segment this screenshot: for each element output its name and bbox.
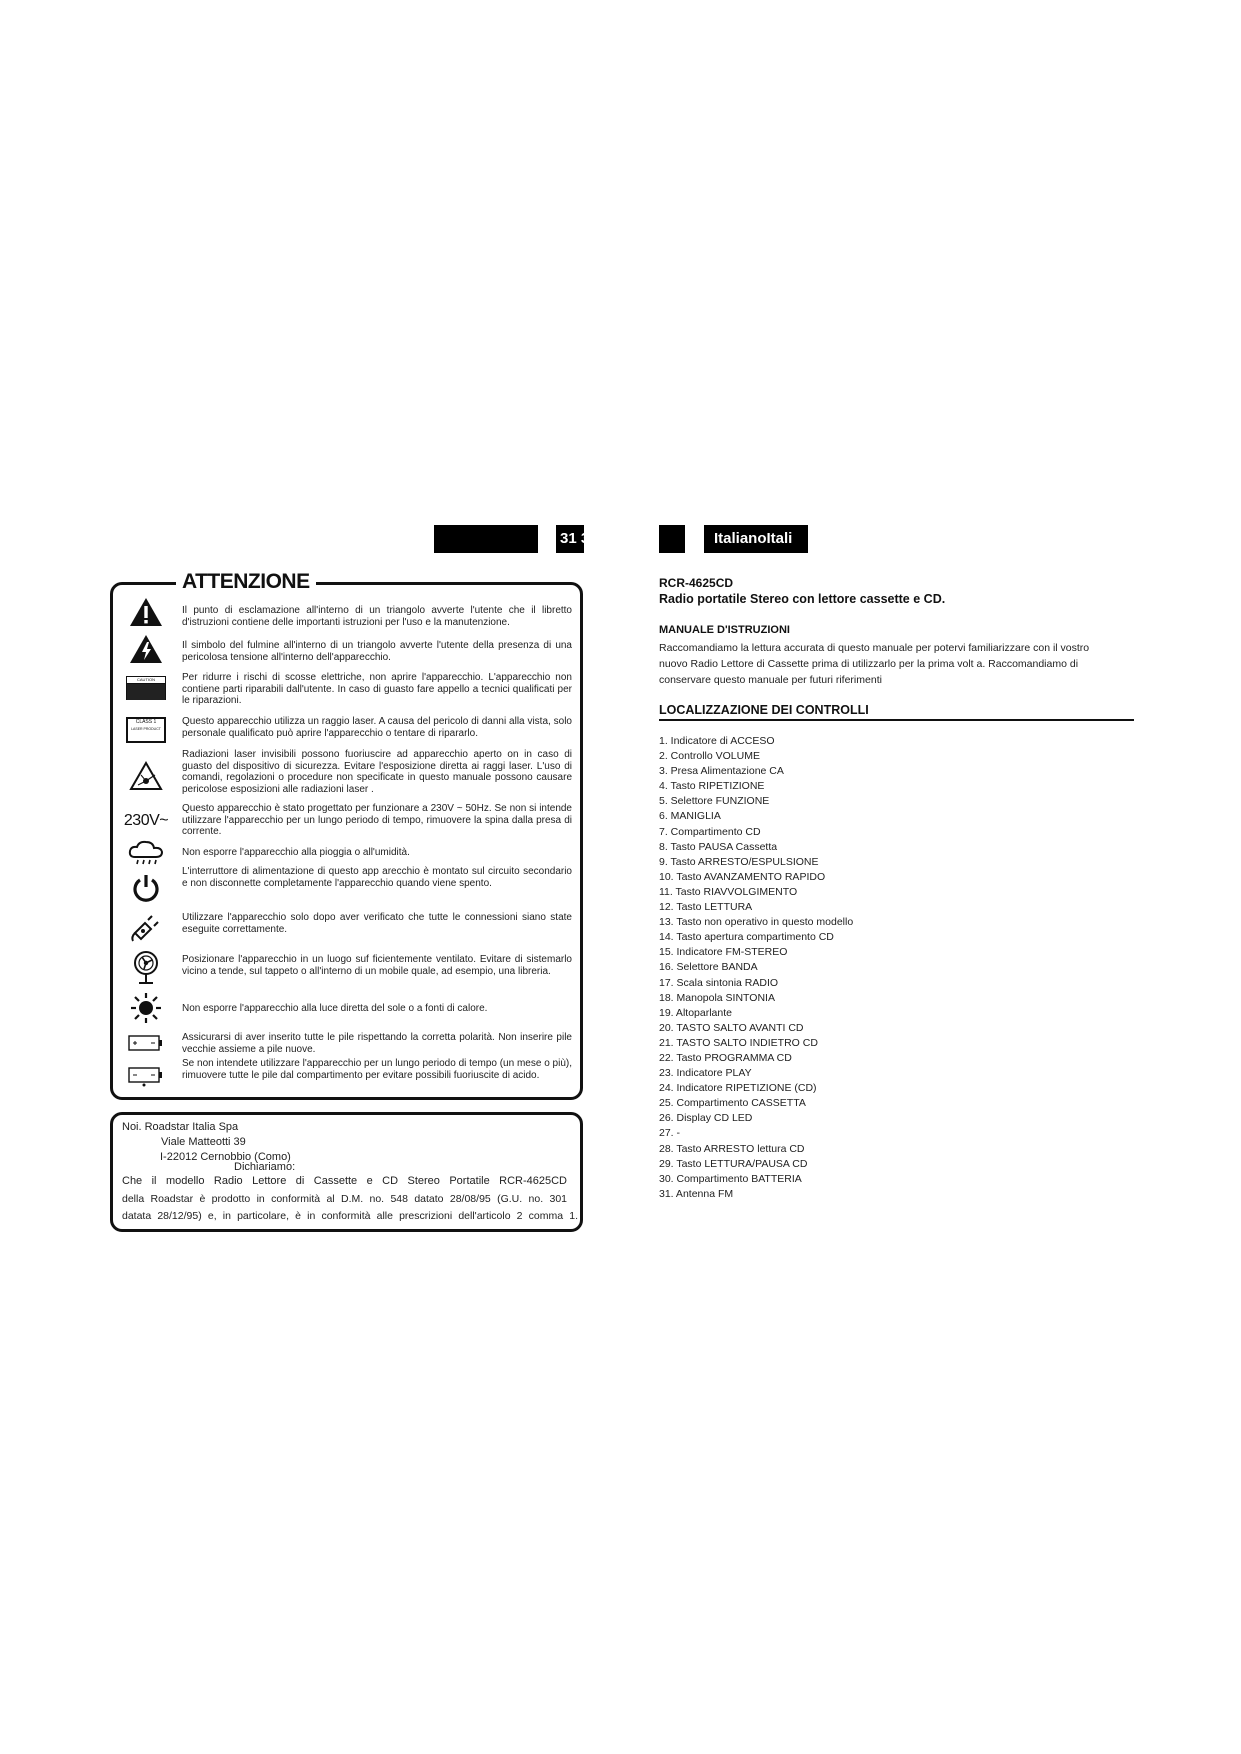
- warning-item: [122, 632, 574, 666]
- control-item: 30. Compartimento BATTERIA: [659, 1172, 802, 1185]
- control-item: 28. Tasto ARRESTO lettura CD: [659, 1142, 805, 1155]
- control-item: 21. TASTO SALTO INDIETRO CD: [659, 1036, 818, 1049]
- heading-rule: [659, 719, 1134, 721]
- ventilation-fan-icon: [122, 948, 170, 988]
- control-item: 7. Compartimento CD: [659, 825, 761, 838]
- class1-laser-label-icon: CLASS 1 LASER PRODUCT: [122, 715, 170, 745]
- warning-text: Questo apparecchio utilizza un raggio laser. A causa del pericolo di danni alla vista, solo personale qualificato può aprire l'apparecchio o tentare di ripararlo.: [182, 716, 572, 739]
- control-item: 17. Scala sintonia RADIO: [659, 976, 779, 989]
- warning-item: [122, 1058, 574, 1094]
- control-item: 3. Presa Alimentazione CA: [659, 765, 784, 778]
- control-item: 6. MANIGLIA: [659, 810, 721, 823]
- language-label: ItalianoItali: [704, 525, 808, 553]
- control-item: 29. Tasto LETTURA/PAUSA CD: [659, 1157, 808, 1170]
- warning-text: Se non intendete utilizzare l'apparecchio per un lungo periodo di tempo (un mese o più), rimuovere tutte le pile dal compartimento per evitare possibili fuoriuscite di acido.: [182, 1058, 572, 1081]
- control-item: 4. Tasto RIPETIZIONE: [659, 780, 765, 793]
- warning-item: [122, 749, 574, 799]
- warning-text: Non esporre l'apparecchio alla luce diretta del sole o a fonti di calore.: [182, 1003, 488, 1014]
- control-item: 9. Tasto ARRESTO/ESPULSIONE: [659, 855, 819, 868]
- warning-item: [122, 1028, 574, 1058]
- warning-text: Radiazioni laser invisibili possono fuoriuscire ad apparecchio aperto on in caso di guasto del dispositivo di sicurezza. Evitare l'esposizione diretta ai raggi laser. L'uso di comandi, regolazioni o procedure non specificate in questo manuale possono causare pericolose esposizioni alle radiazioni laser .: [182, 749, 572, 795]
- manual-heading: MANUALE D'ISTRUZIONI: [659, 624, 790, 636]
- control-item: 2. Controllo VOLUME: [659, 750, 760, 763]
- plug-check-icon: [122, 910, 170, 944]
- header-bar-left: [434, 525, 538, 553]
- declaration-line: Noi. Roadstar Italia Spa: [122, 1121, 239, 1133]
- battery-leak-icon: [122, 1063, 170, 1089]
- page-number: 31 3: [556, 525, 584, 553]
- warning-text: Utilizzare l'apparecchio solo dopo aver verificato che tutte le connessioni siano state eseguite correttamente.: [182, 912, 572, 935]
- declaration-line: Viale Matteotti 39: [161, 1136, 246, 1148]
- warning-text: Posizionare l'apparecchio in un luogo suf ficientemente ventilato. Evitare di sistemarlo vicino a tende, sul tappeto o all'interno di un mobile quale, ad esempio, una libreria.: [182, 954, 572, 977]
- warning-item: [122, 670, 574, 708]
- warning-title: ATTENZIONE: [176, 569, 316, 595]
- voltage-icon: 230V~: [123, 812, 169, 829]
- power-icon: [122, 871, 170, 905]
- declaration-line: I-22012 Cernobbio (Como): [160, 1151, 291, 1163]
- warning-text: Per ridurre i rischi di scosse elettriche, non aprire l'apparecchio. L'apparecchio non contiene parti riparabili dall'utente. In caso di guasto fare appello a tecnici qualificati per le riparazioni.: [182, 672, 572, 706]
- warning-text: Non esporre l'apparecchio alla pioggia o all'umidità.: [182, 847, 410, 858]
- intro-line: Raccomandiamo la lettura accurata di questo manuale per potervi familiarizzare con il vostro: [659, 642, 1090, 654]
- control-item: 8. Tasto PAUSA Cassetta: [659, 840, 778, 853]
- control-item: 5. Selettore FUNZIONE: [659, 795, 770, 808]
- rain-cloud-icon: [122, 839, 170, 869]
- warning-text: Il punto di esclamazione all'interno di un triangolo avverte l'utente che il libretto d'istruzioni contiene delle importanti istruzioni per l'uso e la manutenzione.: [182, 605, 572, 628]
- control-item: 23. Indicatore PLAY: [659, 1067, 752, 1080]
- declaration-line: Che il modello Radio Lettore di Cassette e CD Stereo Portatile RCR-4625CD: [122, 1175, 567, 1187]
- warning-item: [122, 839, 574, 869]
- control-item: 25. Compartimento CASSETTA: [659, 1097, 806, 1110]
- control-item: 22. Tasto PROGRAMMA CD: [659, 1051, 792, 1064]
- warning-item: [122, 595, 574, 629]
- warning-text: Questo apparecchio è stato progettato per funzionare a 230V ~ 50Hz. Se non si intende utilizzare l'apparecchio per un lungo periodo di tempo, rimuovere la spina dalla presa di corrente.: [182, 803, 572, 837]
- caution-label-icon: CAUTION: [122, 673, 170, 703]
- lightning-triangle-icon: [122, 632, 170, 666]
- warning-text: Assicurarsi di aver inserito tutte le pile rispettando la corretta polarità. Non inserire pile vecchie assieme a pile nuove.: [182, 1032, 572, 1055]
- control-item: 12. Tasto LETTURA: [659, 901, 753, 914]
- warning-text: Il simbolo del fulmine all'interno di un triangolo avverte l'utente della presenza di una pericolosa tensione all'interno dell'apparecchio.: [182, 640, 572, 663]
- control-item: 13. Tasto non operativo in questo modello: [659, 916, 854, 929]
- warning-item: [122, 803, 574, 841]
- intro-line: nuovo Radio Lettore di Cassette prima di utilizzarlo per la prima volt a. Raccomandiamo di: [659, 658, 1079, 670]
- control-item: 19. Altoparlante: [659, 1006, 732, 1019]
- control-item: 27. -: [659, 1127, 681, 1140]
- intro-line: conservare questo manuale per futuri riferimenti: [659, 674, 882, 686]
- controls-heading: LOCALIZZAZIONE DEI CONTROLLI: [659, 703, 869, 717]
- exclamation-triangle-icon: [122, 595, 170, 629]
- control-item: 15. Indicatore FM-STEREO: [659, 946, 788, 959]
- control-item: 11. Tasto RIAVVOLGIMENTO: [659, 885, 798, 898]
- control-item: 26. Display CD LED: [659, 1112, 753, 1125]
- declaration-line: della Roadstar è prodotto in conformità al D.M. no. 548 datato 28/08/95 (G.U. no. 301: [122, 1193, 567, 1205]
- warning-item: [122, 948, 574, 988]
- laser-radiation-icon: [122, 759, 170, 793]
- control-item: 14. Tasto apertura compartimento CD: [659, 931, 834, 944]
- control-item: 31. Antenna FM: [659, 1187, 734, 1200]
- warning-item: [122, 910, 574, 944]
- control-item: 20. TASTO SALTO AVANTI CD: [659, 1021, 804, 1034]
- battery-polarity-icon: [122, 1030, 170, 1056]
- controls-list: [659, 734, 853, 1202]
- declaration-line: datata 28/12/95) e, in particolare, è in conformità alle prescrizioni dell'articolo 2 comma 1.: [122, 1210, 578, 1222]
- warning-item: [122, 713, 574, 747]
- control-item: 24. Indicatore RIPETIZIONE (CD): [659, 1082, 817, 1095]
- control-item: 1. Indicatore di ACCESO: [659, 735, 775, 747]
- header-bar-square: [659, 525, 685, 553]
- warning-item: [122, 991, 574, 1025]
- sun-icon: [122, 991, 170, 1025]
- warning-text: L'interruttore di alimentazione di questo app arecchio è montato sul circuito secondario e non disconnette completamente l'apparecchio quando viene spento.: [182, 866, 572, 889]
- control-item: 16. Selettore BANDA: [659, 961, 758, 974]
- product-subtitle: Radio portatile Stereo con lettore cassette e CD.: [659, 592, 946, 606]
- declaration-line: Dichiariamo:: [234, 1161, 296, 1173]
- control-item: 18. Manopola SINTONIA: [659, 991, 775, 1004]
- model-number: RCR-4625CD: [659, 576, 734, 590]
- warning-item: [122, 866, 574, 906]
- control-item: 10. Tasto AVANZAMENTO RAPIDO: [659, 870, 826, 883]
